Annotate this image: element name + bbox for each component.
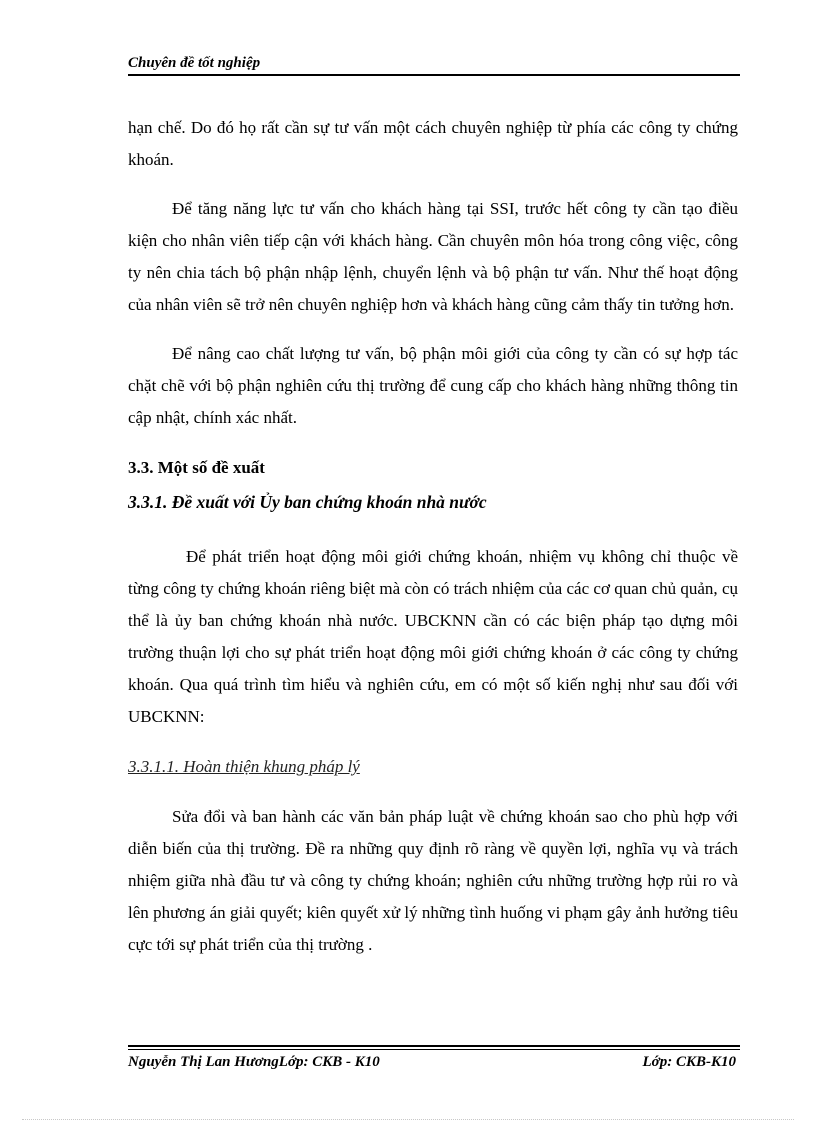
footer-class: Lớp: CKB-K10: [642, 1054, 736, 1070]
page-footer: [128, 1045, 740, 1073]
paragraph-3: Để nâng cao chất lượng tư vấn, bộ phận môi giới của công ty cần có sự hợp tác chặt chẽ với bộ phận nghiên cứu thị trường để cung cấp cho khách hàng những thông tin cập nhật, chính xác nhất.: [128, 344, 738, 427]
footer-author: Nguyễn Thị Lan HươngLớp: CKB - K10: [128, 1054, 380, 1070]
header-title: Chuyên đề tốt nghiệp: [128, 55, 261, 71]
page-header: [128, 54, 740, 76]
footer-rule-thin: [128, 1049, 740, 1050]
subsection-heading: 3.3.1. Đề xuất với Ủy ban chứng khoán nhà nước: [128, 492, 487, 512]
footer-rule: [128, 1045, 740, 1047]
paragraph-2: Để tăng năng lực tư vấn cho khách hàng tại SSI, trước hết công ty cần tạo điều kiện cho nhân viên tiếp cận với khách hàng. Cần chuyên môn hóa trong công việc, công ty nên chia tách bộ phận nhập lệnh, chuyển lệnh và bộ phận tư vấn. Như thế hoạt động của nhân viên sẽ trở nên chuyên nghiệp hơn và khách hàng cũng cảm thấy tin tưởng hơn.: [128, 199, 738, 314]
paragraph-5: Sửa đổi và ban hành các văn bản pháp luật về chứng khoán sao cho phù hợp với diễn biến của thị trường. Đề ra những quy định rõ ràng về quyền lợi, nghĩa vụ và trách nhiệm giữa nhà đầu tư và công ty chứng khoán; nghiên cứu những trường hợp rủi ro và lên phương án giải quyết; kiên quyết xử lý những tình huống vi phạm gây ảnh hưởng tiêu cực tới sự phát triển của thị trường .: [128, 807, 738, 954]
section-heading: 3.3. Một số đề xuất: [128, 458, 265, 477]
page-content: [128, 112, 738, 961]
subsubsection-heading: 3.3.1.1. Hoàn thiện khung pháp lý: [128, 757, 360, 776]
paragraph-1: hạn chế. Do đó họ rất cần sự tư vấn một cách chuyên nghiệp từ phía các công ty chứng khoán.: [128, 118, 738, 169]
paragraph-4: Để phát triển hoạt động môi giới chứng khoán, nhiệm vụ không chỉ thuộc về từng công ty chứng khoán riêng biệt mà còn có trách nhiệm của các cơ quan chủ quản, cụ thể là ủy ban chứng khoán nhà nước. UBCKNN cần có các biện pháp tạo dựng môi trường thuận lợi cho sự phát triển hoạt động môi giới chứng khoán ở các công ty chứng khoán. Qua quá trình tìm hiểu và nghiên cứu, em có một số kiến nghị như sau đối với UBCKNN:: [128, 547, 738, 726]
page-edge: [22, 1119, 794, 1120]
